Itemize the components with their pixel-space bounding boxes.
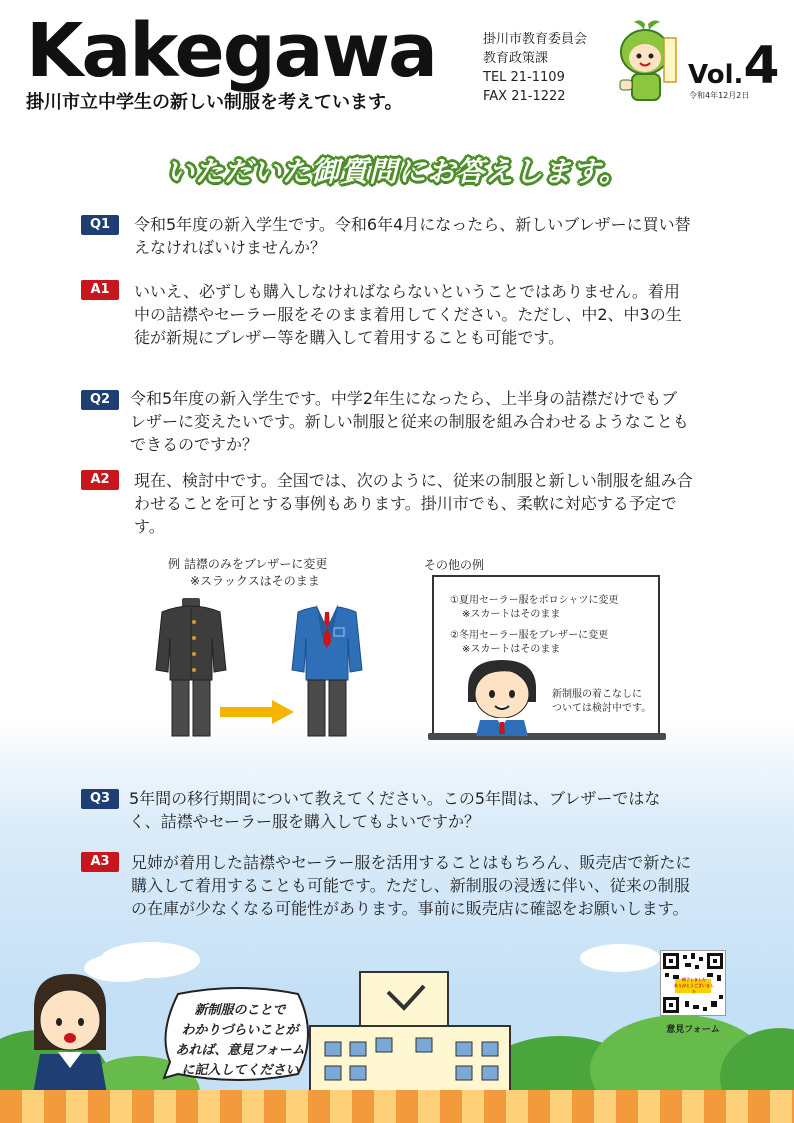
q2-question: 令和5年度の新入学生です。中学2年生になったら、上半身の詰襟だけでもブレザーに変えたいです。新しい制服と従来の制服を組み合わせるようなこともできるのですか？ xyxy=(130,389,689,454)
qr-caption: 意見フォーム xyxy=(666,1025,720,1035)
teacher-note-1: 新制服の着こなしに xyxy=(552,689,642,700)
mascot-icon xyxy=(612,18,682,106)
a2-answer: 現在、検討中です。全国では、次のように、従来の制服と新しい制服を組み合わせることを可とする事例もあります。掛川市でも、柔軟に対応する予定です。 xyxy=(134,471,693,536)
office-fax: FAX 21-1222 xyxy=(483,89,566,104)
a1-tag: A1 xyxy=(81,280,119,300)
volume-digit: 4 xyxy=(743,36,780,96)
page-subtitle: 掛川市立中学生の新しい制服を考えています。 xyxy=(26,92,403,113)
other-examples-title: その他の例 xyxy=(424,558,485,572)
example-label: 例 詰襟のみをブレザーに変更 xyxy=(168,557,328,571)
bubble-line-2: わかりづらいことが xyxy=(181,1023,299,1038)
office-tel: TEL 21-1109 xyxy=(483,70,565,85)
speech-bubble-text xyxy=(170,1001,310,1081)
other-example-2-note: ※スカートはそのまま xyxy=(462,644,561,655)
q2-tag: Q2 xyxy=(81,390,119,410)
a2-tag: A2 xyxy=(81,470,119,490)
a3-tag: A3 xyxy=(81,852,119,872)
a3-answer: 兄姉が着用した詰襟やセーラー服を活用することはもちろん、販売店で新たに購入して着用することも可能です。ただし、新制服の浸透に伴い、従来の制服の在庫が少なくなる可能性があります。事前に販売店に確認をお願いします。 xyxy=(131,853,692,918)
office-name: 掛川市教育委員会 xyxy=(483,32,588,47)
bubble-line-1: 新制服のことで xyxy=(194,1003,286,1018)
bubble-line-4: に記入してください xyxy=(181,1063,299,1078)
q3-tag: Q3 xyxy=(81,789,119,809)
q1-question: 令和5年度の新入学生です。令和6年4月になったら、新しいブレザーに買い替えなければいけませんか？ xyxy=(134,215,691,257)
teacher-note-2: ついては検討中です。 xyxy=(552,703,652,714)
q3-question: 5年間の移行期間について教えてください。この5年間は、ブレザーではなく、詰襟やセーラー服を購入してもよいですか？ xyxy=(129,789,661,831)
qr-badge-line-1: 終了しました xyxy=(682,977,706,982)
bubble-line-3: あれば、意見フォーム xyxy=(175,1043,305,1058)
blazer-uniform-icon xyxy=(286,598,368,738)
office-division: 教育政策課 xyxy=(483,51,549,66)
example-note: ※スラックスはそのまま xyxy=(190,574,320,588)
brand-logo: Kakegawa xyxy=(26,8,436,94)
section-headline: いただいた御質問にお答えします。 xyxy=(166,155,628,188)
a1-answer: いいえ、必ずしも購入しなければならないということではありません。着用中の詰襟やセーラー服をそのまま着用してください。ただし、中2、中3の生徒が新規にブレザー等を購入して着用することも可能です。 xyxy=(134,282,682,347)
other-example-1: ①夏用セーラー服をポロシャツに変更 xyxy=(450,595,619,606)
other-example-1-note: ※スカートはそのまま xyxy=(462,609,561,620)
ground-stripes xyxy=(0,1090,794,1123)
volume-prefix: Vol. xyxy=(688,60,744,90)
office-contact xyxy=(483,30,587,106)
arrow-right-icon xyxy=(220,700,294,724)
qr-badge-line-2: ありがとうございました xyxy=(674,983,714,994)
other-example-2: ②冬用セーラー服をブレザーに変更 xyxy=(450,630,609,641)
issue-date: 令和4年12月2日 xyxy=(689,91,750,100)
qr-closed-badge xyxy=(674,977,714,995)
q1-tag: Q1 xyxy=(81,215,119,235)
teacher-character-icon xyxy=(462,658,542,736)
